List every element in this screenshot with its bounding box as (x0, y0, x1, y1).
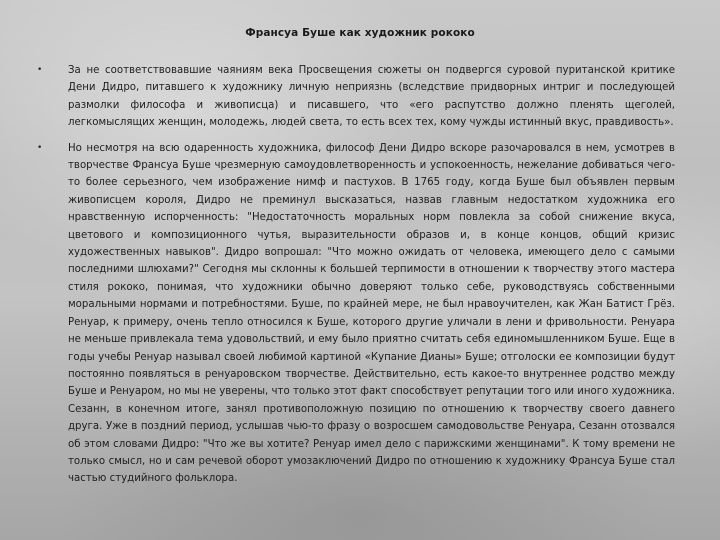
bullet-marker: • (37, 65, 43, 75)
bullet-marker: • (37, 142, 43, 153)
bullet-item (37, 140, 675, 488)
bullet-text: Но несмотря на всю одаренность художника, философ Дени Дидро вскоре разочаровался в нем, усмотрев в творчестве Франсуа Буше чрезмерную самоудовлетворенность и успокоенность, нежелание добиваться чего-то более серьезного, чем изображение нимф и пастухов. В 1765 году, когда Буше был объявлен первым живописцем короля, Дидро не преминул высказаться, назвав главным недостатком художника его нравственную испорченность: "Недостаточность моральных норм повлекла за собой снижение вкуса, цветового и композиционного чутья, выразительности образов и, в конце концов, общий кризис художественных навыков". Дидро вопрошал: "Что можно ожидать от человека, имеющего дело с самыми последними шлюхами?" Сегодня мы склонны к большей терпимости в отношении к творчеству этого мастера стиля рококо, понимая, что художники обычно доверяют только себе, руководствуясь собственными моральными нормами и потребностями. Буше, по крайней мере, не был нравоучителен, как Жан Батист Грёз. Ренуар, к примеру, очень тепло относился к Буше, которого другие уличали в лени и фривольности. Ренуара не меньше привлекала тема удовольствий, и ему было приятно считать себя единомышленником Буше. Еще в годы учебы Ренуар называл своей любимой картиной «Купание Дианы» Буше; отголоски ее композиции будут постоянно появляться в ренуаровском творчестве. Действительно, есть какое-то внутреннее родство между Буше и Ренуаром, но мы не уверены, что только этот факт способствует репутации того или иного художника. Сезанн, в конечном итоге, занял противоположную позицию по отношению к творчеству своего давнего друга. Уже в поздний период, услышав чью-то фразу о возросшем самодовольстве Ренуара, Сезанн отозвался об этом словами Дидро: "Что же вы хотите? Ренуар имел дело с парижскими женщинами". К тому времени не только смысл, но и сам речевой оборот умозаключений Дидро по отношению к художнику Франсуа Буше стал частью студийного фольклора. (68, 142, 675, 485)
bullet-text: За не соответствовавшие чаяниям века Просвещения сюжеты он подвергся суровой пуританской критике Дени Дидро, питавшего к художнику личную неприязнь (вследствие придворных интриг и последующей размолки философа и живописца) и писавшего, что «его распутство должно пленять щеголей, легкомыслящих женщин, молодежь, людей света, то есть всех тех, кому чужды истинный вкус, правдивость». (68, 65, 675, 129)
bullet-item (37, 62, 675, 132)
bullet-list (37, 62, 675, 488)
slide-title: Франсуа Буше как художник рококо (245, 27, 475, 39)
